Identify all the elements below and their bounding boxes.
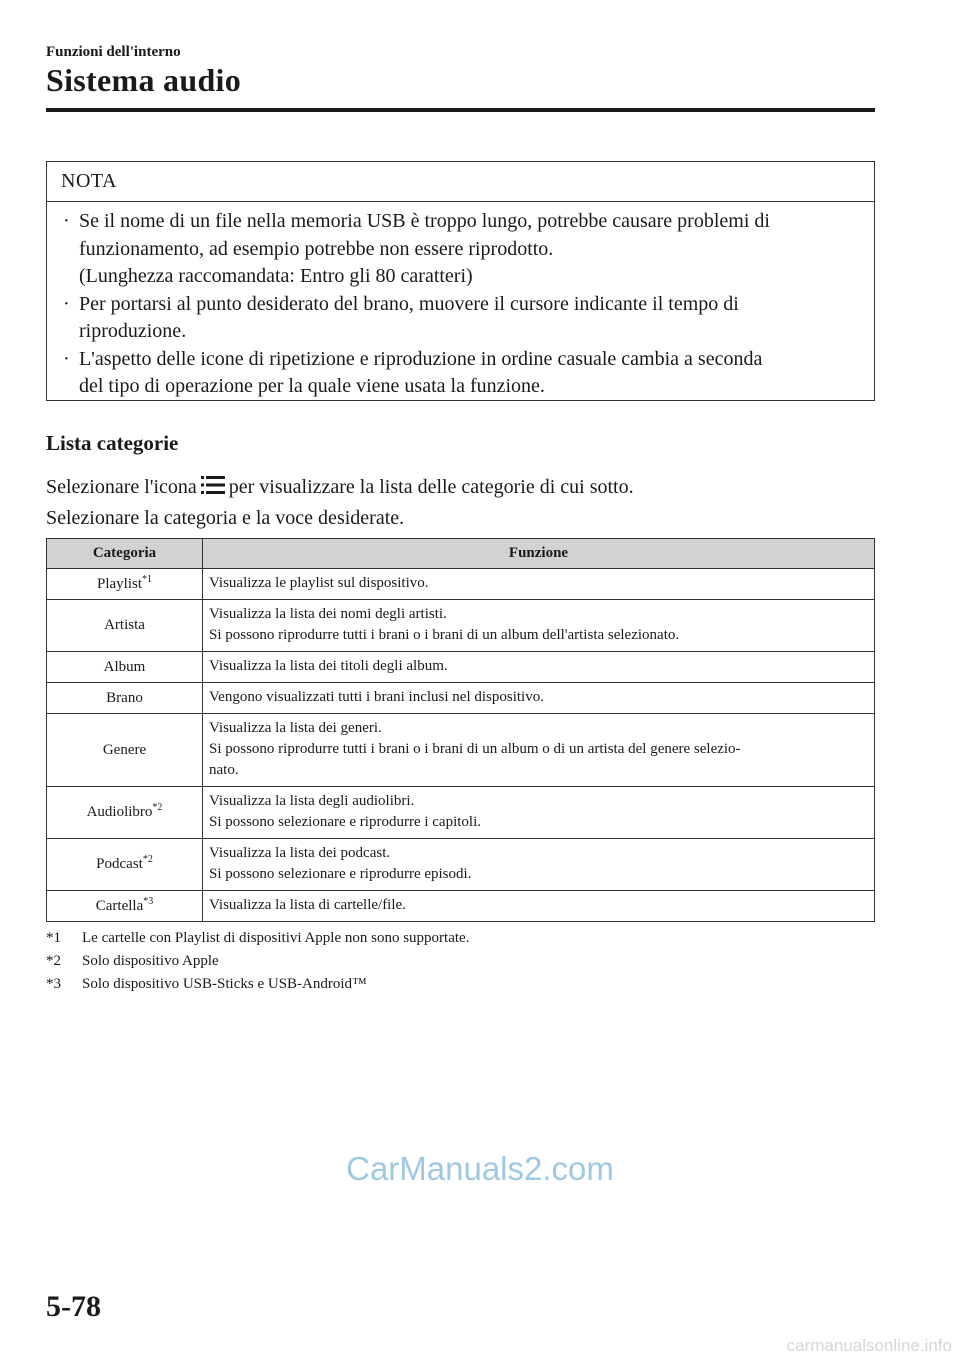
table-row <box>47 714 875 787</box>
function-line: Visualizza la lista dei generi. <box>209 720 382 736</box>
table-row <box>47 569 875 600</box>
footnote-text: Le cartelle con Playlist di dispositivi Apple non sono supportate. <box>82 930 470 946</box>
footnote-mark: *3 <box>46 976 61 992</box>
footnote <box>46 927 469 950</box>
category-cell <box>47 569 203 600</box>
bullet-icon: · <box>63 210 70 232</box>
section-intro <box>46 473 634 533</box>
function-cell <box>203 569 875 600</box>
category-name: Cartella <box>95 897 144 914</box>
function-line: Si possono selezionare e riprodurre i capitoli. <box>209 814 482 830</box>
title-rule <box>46 108 875 112</box>
function-cell <box>203 683 875 714</box>
table-row <box>47 787 875 839</box>
page-title: Sistema audio <box>46 62 242 98</box>
table-row <box>47 652 875 683</box>
function-line: nato. <box>209 762 239 778</box>
category-name: Audiolibro <box>86 804 153 820</box>
nota-line: riproduzione. <box>79 320 187 342</box>
category-name: Artista <box>104 617 145 633</box>
nota-item <box>61 291 854 346</box>
nota-line: Per portarsi al punto desiderato del brano, muovere il cursore indicante il tempo di <box>79 292 739 315</box>
category-name: Playlist <box>96 575 142 592</box>
footnote-text: Solo dispositivo Apple <box>82 953 219 969</box>
table-header-row <box>47 539 875 569</box>
nota-box <box>46 161 875 401</box>
category-name: Genere <box>102 741 147 758</box>
nota-line: funzionamento, ad esempio potrebbe non essere riprodotto. <box>79 237 554 260</box>
function-cell <box>203 600 875 652</box>
bullet-icon: · <box>63 292 70 315</box>
nota-line: Se il nome di un file nella memoria USB è troppo lungo, potrebbe causare problemi di <box>79 210 770 232</box>
function-cell <box>203 891 875 922</box>
footnote-ref: *3 <box>143 895 154 907</box>
category-name: Podcast <box>96 856 143 872</box>
footnotes <box>46 927 469 996</box>
table-row <box>47 683 875 714</box>
footnote-mark: *1 <box>46 930 61 946</box>
category-cell <box>47 787 203 839</box>
function-cell <box>203 714 875 787</box>
function-line: Visualizza la lista di cartelle/file. <box>209 897 406 913</box>
function-cell <box>203 839 875 891</box>
function-line: Si possono riprodurre tutti i brani o i brani di un album dell'artista selezionato. <box>209 627 680 643</box>
nota-line: (Lunghezza raccomandata: Entro gli 80 caratteri) <box>79 265 473 287</box>
function-line: Vengono visualizzati tutti i brani inclusi nel dispositivo. <box>209 689 544 705</box>
section-label: Funzioni dell'interno <box>46 44 181 60</box>
footer-logo: carmanualsonline.info <box>786 1336 952 1355</box>
footnote-mark: *2 <box>46 953 61 969</box>
table-row <box>47 839 875 891</box>
footnote-ref: *2 <box>142 854 153 865</box>
category-cell <box>47 600 203 652</box>
list-icon <box>201 475 225 504</box>
category-name: Brano <box>106 689 143 706</box>
footnote <box>46 973 469 996</box>
section-heading: Lista categorie <box>46 431 179 455</box>
header-funzione: Funzione <box>203 539 875 569</box>
nota-item <box>61 208 854 291</box>
bullet-icon: · <box>63 347 70 370</box>
nota-item <box>61 346 854 401</box>
category-cell <box>47 714 203 787</box>
function-line: Visualizza la lista degli audiolibri. <box>209 793 415 809</box>
page-number: 5-78 <box>46 1290 101 1323</box>
category-cell <box>47 652 203 683</box>
table-row <box>47 891 875 922</box>
function-line: Visualizza le playlist sul dispositivo. <box>209 575 429 591</box>
intro-text-before: Selezionare l'icona <box>46 476 197 498</box>
intro-line-1 <box>46 473 634 504</box>
category-cell <box>47 839 203 891</box>
table-body <box>47 569 875 922</box>
function-line: Si possono riprodurre tutti i brani o i brani di un album o di un artista del genere selezio- <box>209 741 741 757</box>
function-line: Visualizza la lista dei nomi degli artisti. <box>209 606 447 622</box>
footnote <box>46 950 469 973</box>
function-line: Si possono selezionare e riprodurre episodi. <box>209 866 472 882</box>
function-cell <box>203 652 875 683</box>
category-cell <box>47 683 203 714</box>
nota-line: del tipo di operazione per la quale viene usata la funzione. <box>79 375 545 397</box>
category-table <box>46 538 875 922</box>
category-name: Album <box>103 658 146 675</box>
intro-text-after: per visualizzare la lista delle categorie di cui sotto. <box>228 476 634 498</box>
function-line: Visualizza la lista dei titoli degli album. <box>209 658 448 674</box>
header-categoria: Categoria <box>47 539 203 569</box>
footnote-text: Solo dispositivo USB-Sticks e USB-Android™ <box>82 976 367 992</box>
footnote-ref: *2 <box>152 802 163 813</box>
nota-heading: NOTA <box>47 162 874 202</box>
function-cell <box>203 787 875 839</box>
function-line: Visualizza la lista dei podcast. <box>209 845 391 861</box>
footnote-ref: *1 <box>142 573 152 585</box>
watermark: CarManuals2.com <box>346 1150 614 1187</box>
table-row <box>47 600 875 652</box>
intro-line-2: Selezionare la categoria e la voce desiderate. <box>46 507 405 529</box>
nota-list <box>47 202 874 401</box>
category-cell <box>47 891 203 922</box>
nota-line: L'aspetto delle icone di ripetizione e riproduzione in ordine casuale cambia a seconda <box>79 347 763 370</box>
